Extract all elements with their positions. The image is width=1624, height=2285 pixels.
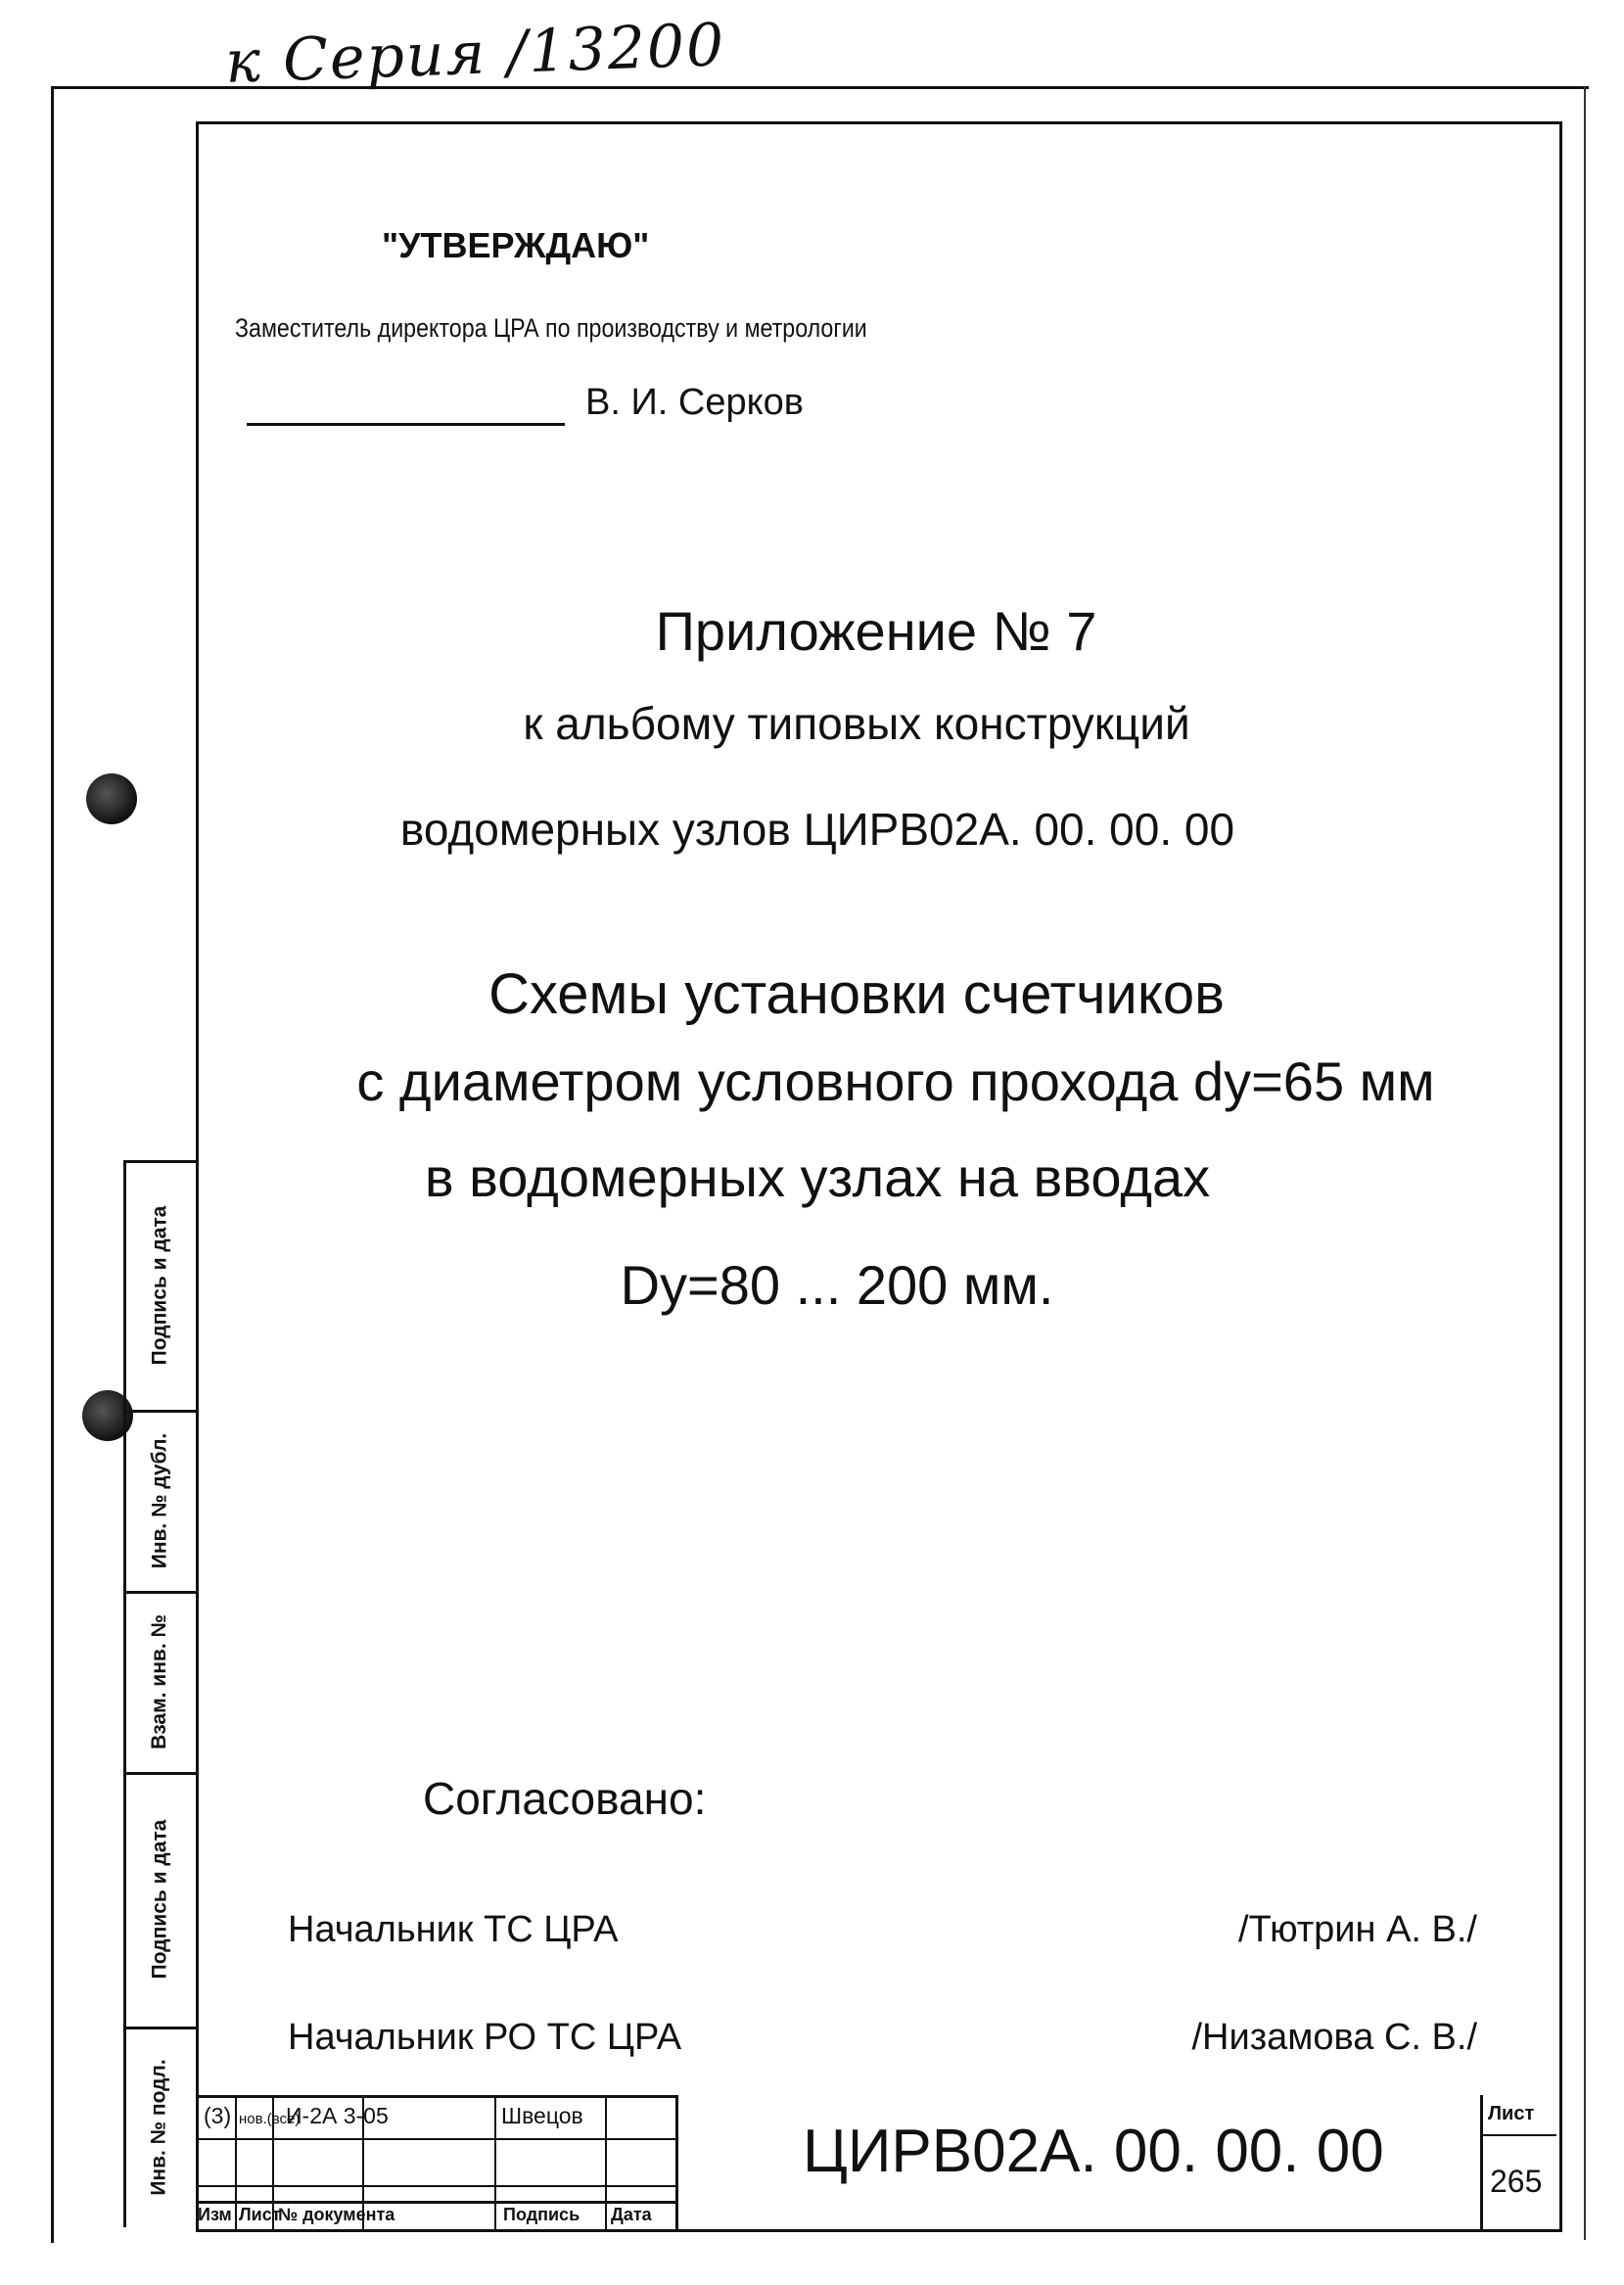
appendix-title: Приложение № 7 <box>655 600 1097 662</box>
main-title-line-2: с диаметром условного прохода dy=65 мм <box>356 1050 1435 1112</box>
sheet-label: Лист <box>1488 2103 1535 2124</box>
main-title-line-4: Dy=80 ... 200 мм. <box>620 1254 1054 1316</box>
approver-position: Заместитель директора ЦРА по производству и метрологии <box>235 313 867 343</box>
signature-line <box>247 423 565 426</box>
revision-document: И-2А 3-05 <box>286 2103 389 2128</box>
col-list: Лист <box>239 2205 281 2224</box>
col-document: № документа <box>278 2205 395 2224</box>
col-signature: Подпись <box>503 2205 580 2224</box>
side-label: Инв. № дубл. <box>148 1432 170 1568</box>
punch-hole-top <box>86 773 137 824</box>
revision-number: (3) <box>204 2103 232 2128</box>
col-izm: Изм <box>198 2205 232 2224</box>
side-label: Взам. инв. № <box>148 1613 171 1749</box>
agreement-role: Начальник РО ТС ЦРА <box>288 2017 682 2058</box>
revision-sheet: нов.(все) <box>239 2111 301 2127</box>
col-date: Дата <box>611 2205 652 2224</box>
outer-frame-right <box>1584 86 1586 2240</box>
side-label: Подпись и дата <box>148 1819 170 1980</box>
handwritten-series-note: к Серия /13200 <box>223 11 727 97</box>
agreement-person: /Тютрин А. В./ <box>1238 1909 1477 1950</box>
agreement-person: /Низамова С. В./ <box>1191 2017 1477 2058</box>
revision-signer: Швецов <box>501 2103 583 2128</box>
sheet-number: 265 <box>1490 2164 1543 2199</box>
agreement-role: Начальник ТС ЦРА <box>288 1909 619 1950</box>
approve-heading: "УТВЕРЖДАЮ" <box>382 225 650 265</box>
document-code: ЦИРВ02А. 00. 00. 00 <box>803 2118 1384 2185</box>
title-block <box>196 2095 1556 2229</box>
main-title-line-3: в водомерных узлах на вводах <box>424 1146 1211 1208</box>
appendix-line-1: к альбому типовых конструкций <box>523 698 1190 749</box>
agreement-heading: Согласовано: <box>423 1773 707 1824</box>
main-title-line-1: Схемы установки счетчиков <box>488 962 1225 1026</box>
side-label: Подпись и дата <box>148 1205 170 1365</box>
approver-name: В. И. Серков <box>585 382 804 423</box>
appendix-line-2: водомерных узлов ЦИРВ02А. 00. 00. 00 <box>399 804 1235 855</box>
side-label: Инв. № подл. <box>148 2058 170 2196</box>
